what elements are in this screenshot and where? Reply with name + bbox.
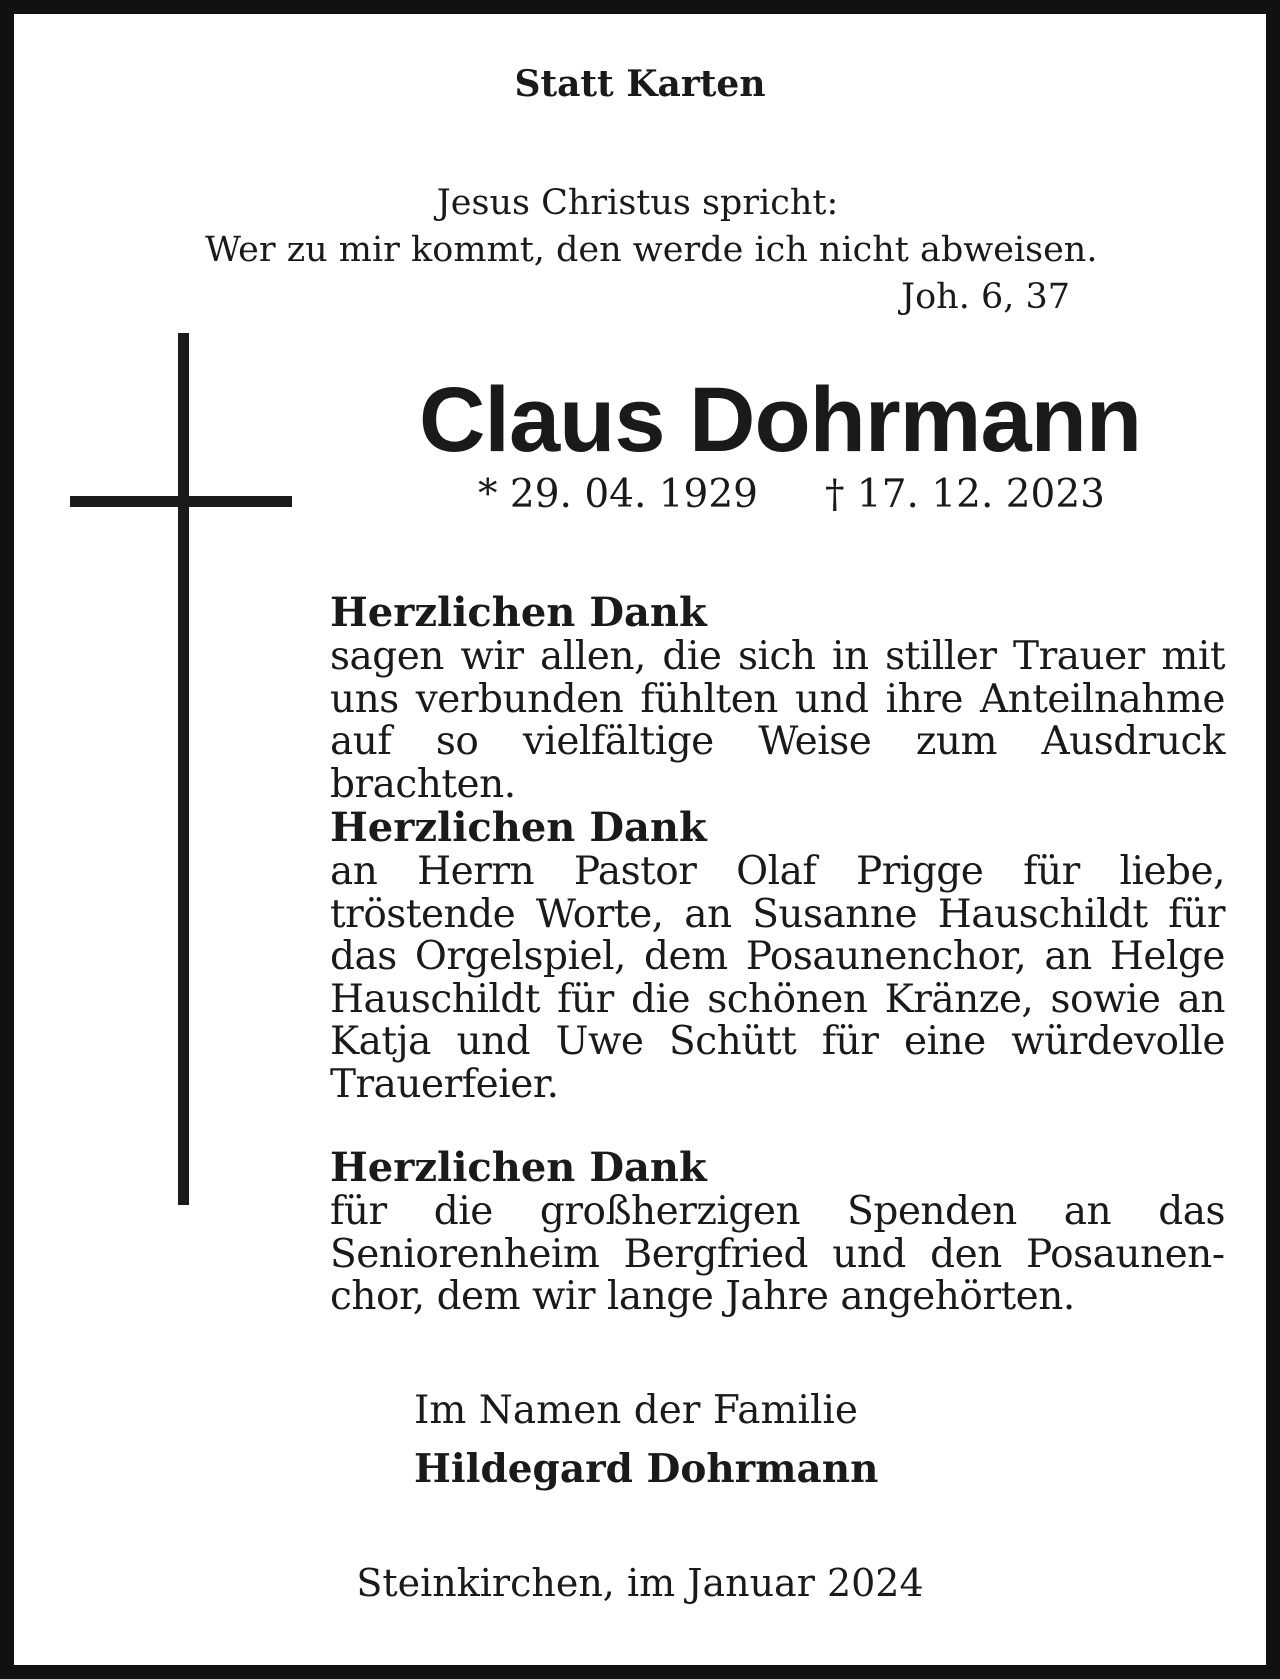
section-title: Herzlichen Dank xyxy=(330,804,707,851)
verse-line-1: Jesus Christus spricht: xyxy=(436,183,839,223)
bible-verse xyxy=(205,180,1098,320)
cross-vertical-bar xyxy=(178,333,189,1205)
thanks-section-1 xyxy=(330,590,1225,806)
deceased-name: Claus Dohrmann xyxy=(418,369,1142,471)
thanks-section-2 xyxy=(330,805,1225,1106)
thanks-section-3 xyxy=(330,1145,1225,1319)
verse-line-2: Wer zu mir kommt, den werde ich nicht abweisen. xyxy=(205,230,1098,270)
family-signatory: Hildegard Dohrmann xyxy=(414,1446,879,1492)
death-date: † 17. 12. 2023 xyxy=(825,472,1105,517)
verse-reference: Joh. 6, 37 xyxy=(901,277,1070,317)
header-statt-karten: Statt Karten xyxy=(514,63,766,105)
section-title: Herzlichen Dank xyxy=(330,589,707,636)
cross-horizontal-bar xyxy=(70,496,292,507)
section-title: Herzlichen Dank xyxy=(330,1144,707,1191)
section-body: an Herrn Pastor Olaf Prigge für liebe, tröstende Worte, an Susanne Hauschildt für das Orgelspiel, dem Posaunenchor, an Helge Hauschildt für die schönen Kränze, sowie an Katja und Uwe Schütt für eine würdevolle Trauerfeier. xyxy=(330,849,1225,1107)
section-body: für die großherzigen Spenden an das Seniorenheim Bergfried und den Posaunenchor, dem wir lange Jahre angehörten. xyxy=(330,1189,1225,1319)
section-body: sagen wir allen, die sich in stiller Trauer mit uns verbunden fühlten und ihre Anteilnahme auf so vielfältige Weise zum Ausdruck brachten. xyxy=(330,634,1225,807)
family-intro: Im Namen der Familie xyxy=(414,1388,858,1433)
birth-date: * 29. 04. 1929 xyxy=(478,472,758,517)
place-and-date: Steinkirchen, im Januar 2024 xyxy=(356,1561,924,1605)
